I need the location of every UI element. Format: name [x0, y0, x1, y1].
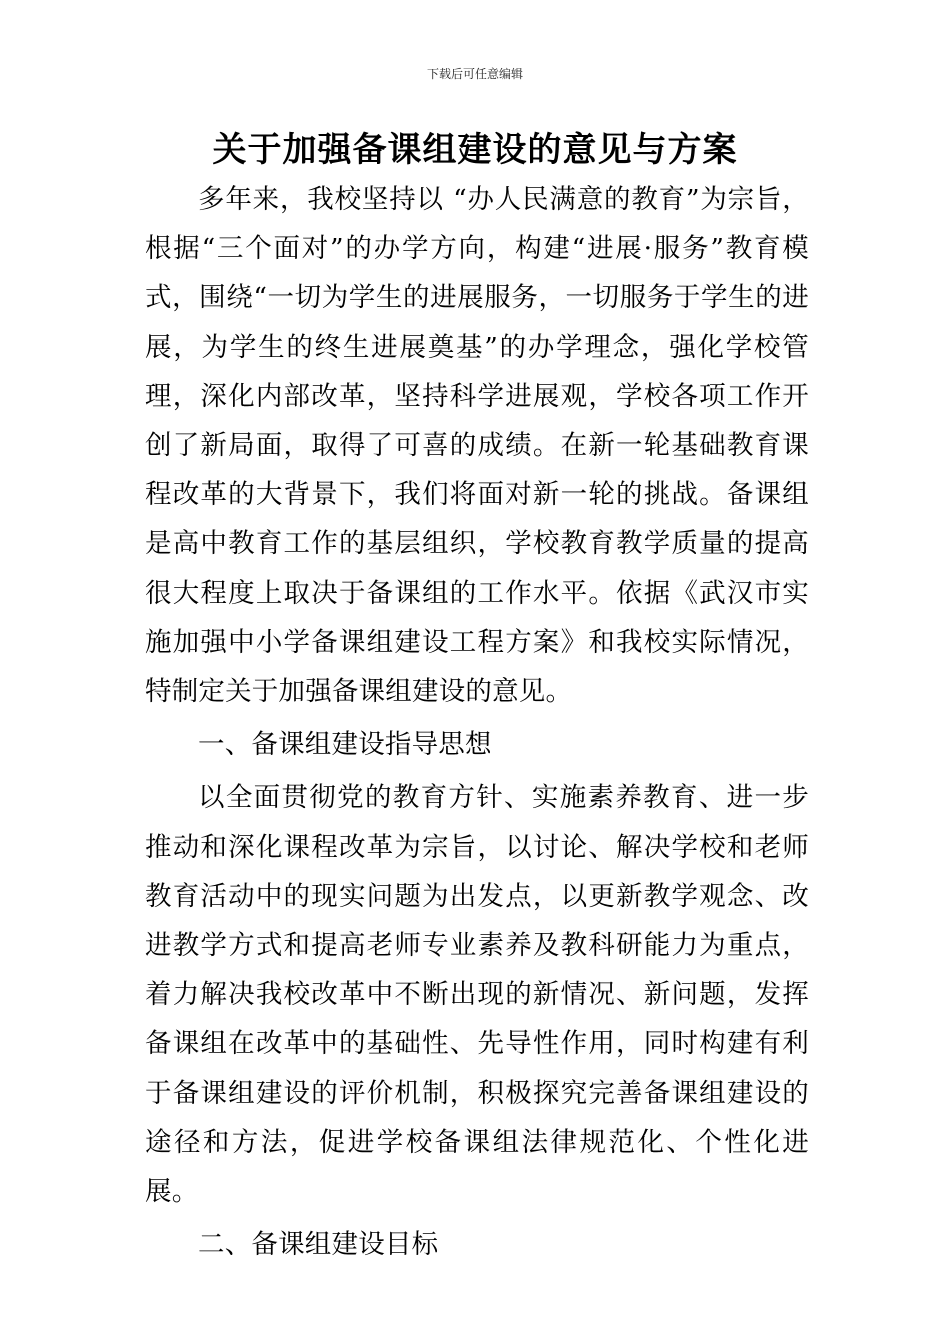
section1-heading: 一、备课组建设指导思想	[198, 729, 492, 761]
section1-paragraph: 以全面贯彻党的教育方针、实施素养教育、进一步推动和深化课程改革为宗旨，以讨论、解决学校和老师教育活动中的现实问题为出发点，以更新教学观念、改进教学方式和提高老师专业素养及教科研能力为重点，着力解决我校改革中不断出现的新情况、新问题，发挥备课组在改革中的基础性、先导性作用，同时构建有利于备课组建设的评价机制，积极探究完善备课组建设的途径和方法，促进学校备课组法律规范化、个性化进展。	[145, 782, 809, 1208]
document-body	[145, 175, 809, 1269]
header-note: 下载后可任意编辑	[426, 67, 523, 81]
section2-heading: 二、备课组建设目标	[198, 1229, 439, 1261]
intro-paragraph: 多年来，我校坚持以 “办人民满意的教育”为宗旨，根据“三个面对”的办学方向，构建“进展·服务”教育模式，围绕“一切为学生的进展服务，一切服务于学生的进展，为学生的终生进展奠基”的办学理念，强化学校管理，深化内部改革，坚持科学进展观，学校各项工作开创了新局面，取得了可喜的成绩。在新一轮基础教育课程改革的大背景下，我们将面对新一轮的挑战。备课组是高中教育工作的基层组织，学校教育教学质量的提高很大程度上取决于备课组的工作水平。依据《武汉市实施加强中小学备课组建设工程方案》和我校实际情况，特制定关于加强备课组建设的意见。	[145, 184, 809, 708]
document-title: 关于加强备课组建设的意见与方案	[212, 130, 738, 170]
